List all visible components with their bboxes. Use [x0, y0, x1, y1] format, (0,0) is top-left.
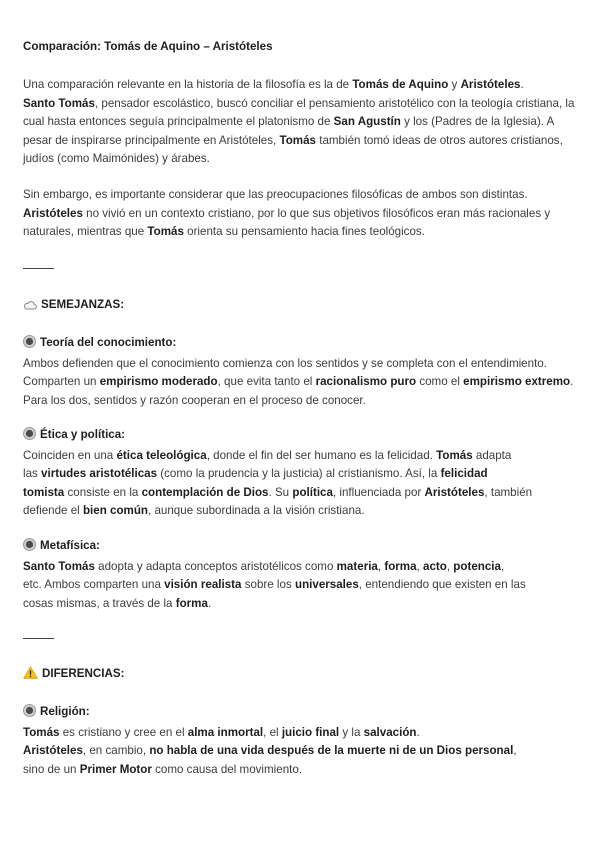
- intro-paragraph: Una comparación relevante en la historia de la filosofía es la de Tomás de Aquino y Aristóteles. Santo Tomás, pensador escolástico, buscó conciliar el pensamiento aristotélico con la teología cristiana, la cual hasta entonces seguía principalmente el platonismo de San Agustín y los (Padres de la Iglesia). A pesar de inspirarse principalmente en Aristóteles, Tomás también tomó ideas de otros autores cristianos, judíos (como Maimónides) y árabes.: [23, 78, 575, 166]
- section-religion: [23, 703, 577, 779]
- section-heading: Religión:: [23, 703, 577, 724]
- divider: [23, 638, 54, 639]
- similarities-heading: SEMEJANZAS:: [23, 296, 577, 317]
- section-body: Ambos defienden que el conocimiento comienza con los sentidos y se completa con el entendimiento. Comparten un empirismo moderado, que evita tanto el racionalismo puro como el empirismo extremo. Para los dos, sentidos y razón cooperan en el proceso de conocer.: [23, 356, 574, 407]
- section-ethics: [23, 426, 577, 521]
- record-button-icon: [23, 538, 36, 558]
- document-title: Comparación: Tomás de Aquino – Aristóteles: [23, 40, 273, 53]
- divider: [23, 268, 54, 269]
- section-knowledge: [23, 334, 577, 410]
- cloud-icon: [23, 298, 37, 317]
- section-heading: Metafísica:: [23, 537, 577, 558]
- record-button-icon: [23, 335, 36, 355]
- section-metaphysics: [23, 537, 577, 613]
- context-paragraph: Sin embargo, es importante considerar que las preocupaciones filosóficas de ambos son distintas. Aristóteles no vivió en un contexto cristiano, por lo que sus objetivos filosóficos eran más racionales y naturales, mientras que Tomás orienta su pensamiento hacia fines teológicos.: [23, 188, 551, 239]
- record-button-icon: [23, 704, 36, 724]
- section-body: Coinciden en una ética teleológica, donde el fin del ser humano es la felicidad. Tomás adapta las virtudes aristotélicas (como la prudencia y la justicia) al cristianismo. Así, la felicidad tomista consiste en la contemplación de Dios. Su política, influenciada por Aristóteles, también defiende el bien común, aunque subordinada a la visión cristiana.: [23, 448, 533, 518]
- differences-heading: DIFERENCIAS:: [23, 665, 577, 686]
- record-button-icon: [23, 427, 36, 447]
- section-heading: Teoría del conocimiento:: [23, 334, 577, 355]
- section-body: Santo Tomás adopta y adapta conceptos aristotélicos como materia, forma, acto, potencia, etc. Ambos comparten una visión realista sobre los universales, entendiendo que existen en las cosas mismas, a través de la forma.: [23, 559, 526, 610]
- warning-icon: [23, 666, 38, 686]
- section-heading: Ética y política:: [23, 426, 577, 447]
- section-body: Tomás es cristiano y cree en el alma inmortal, el juicio final y la salvación. Aristóteles, en cambio, no habla de una vida después de la muerte ni de un Dios personal, sino de un Primer Motor como causa del movimiento.: [23, 725, 517, 776]
